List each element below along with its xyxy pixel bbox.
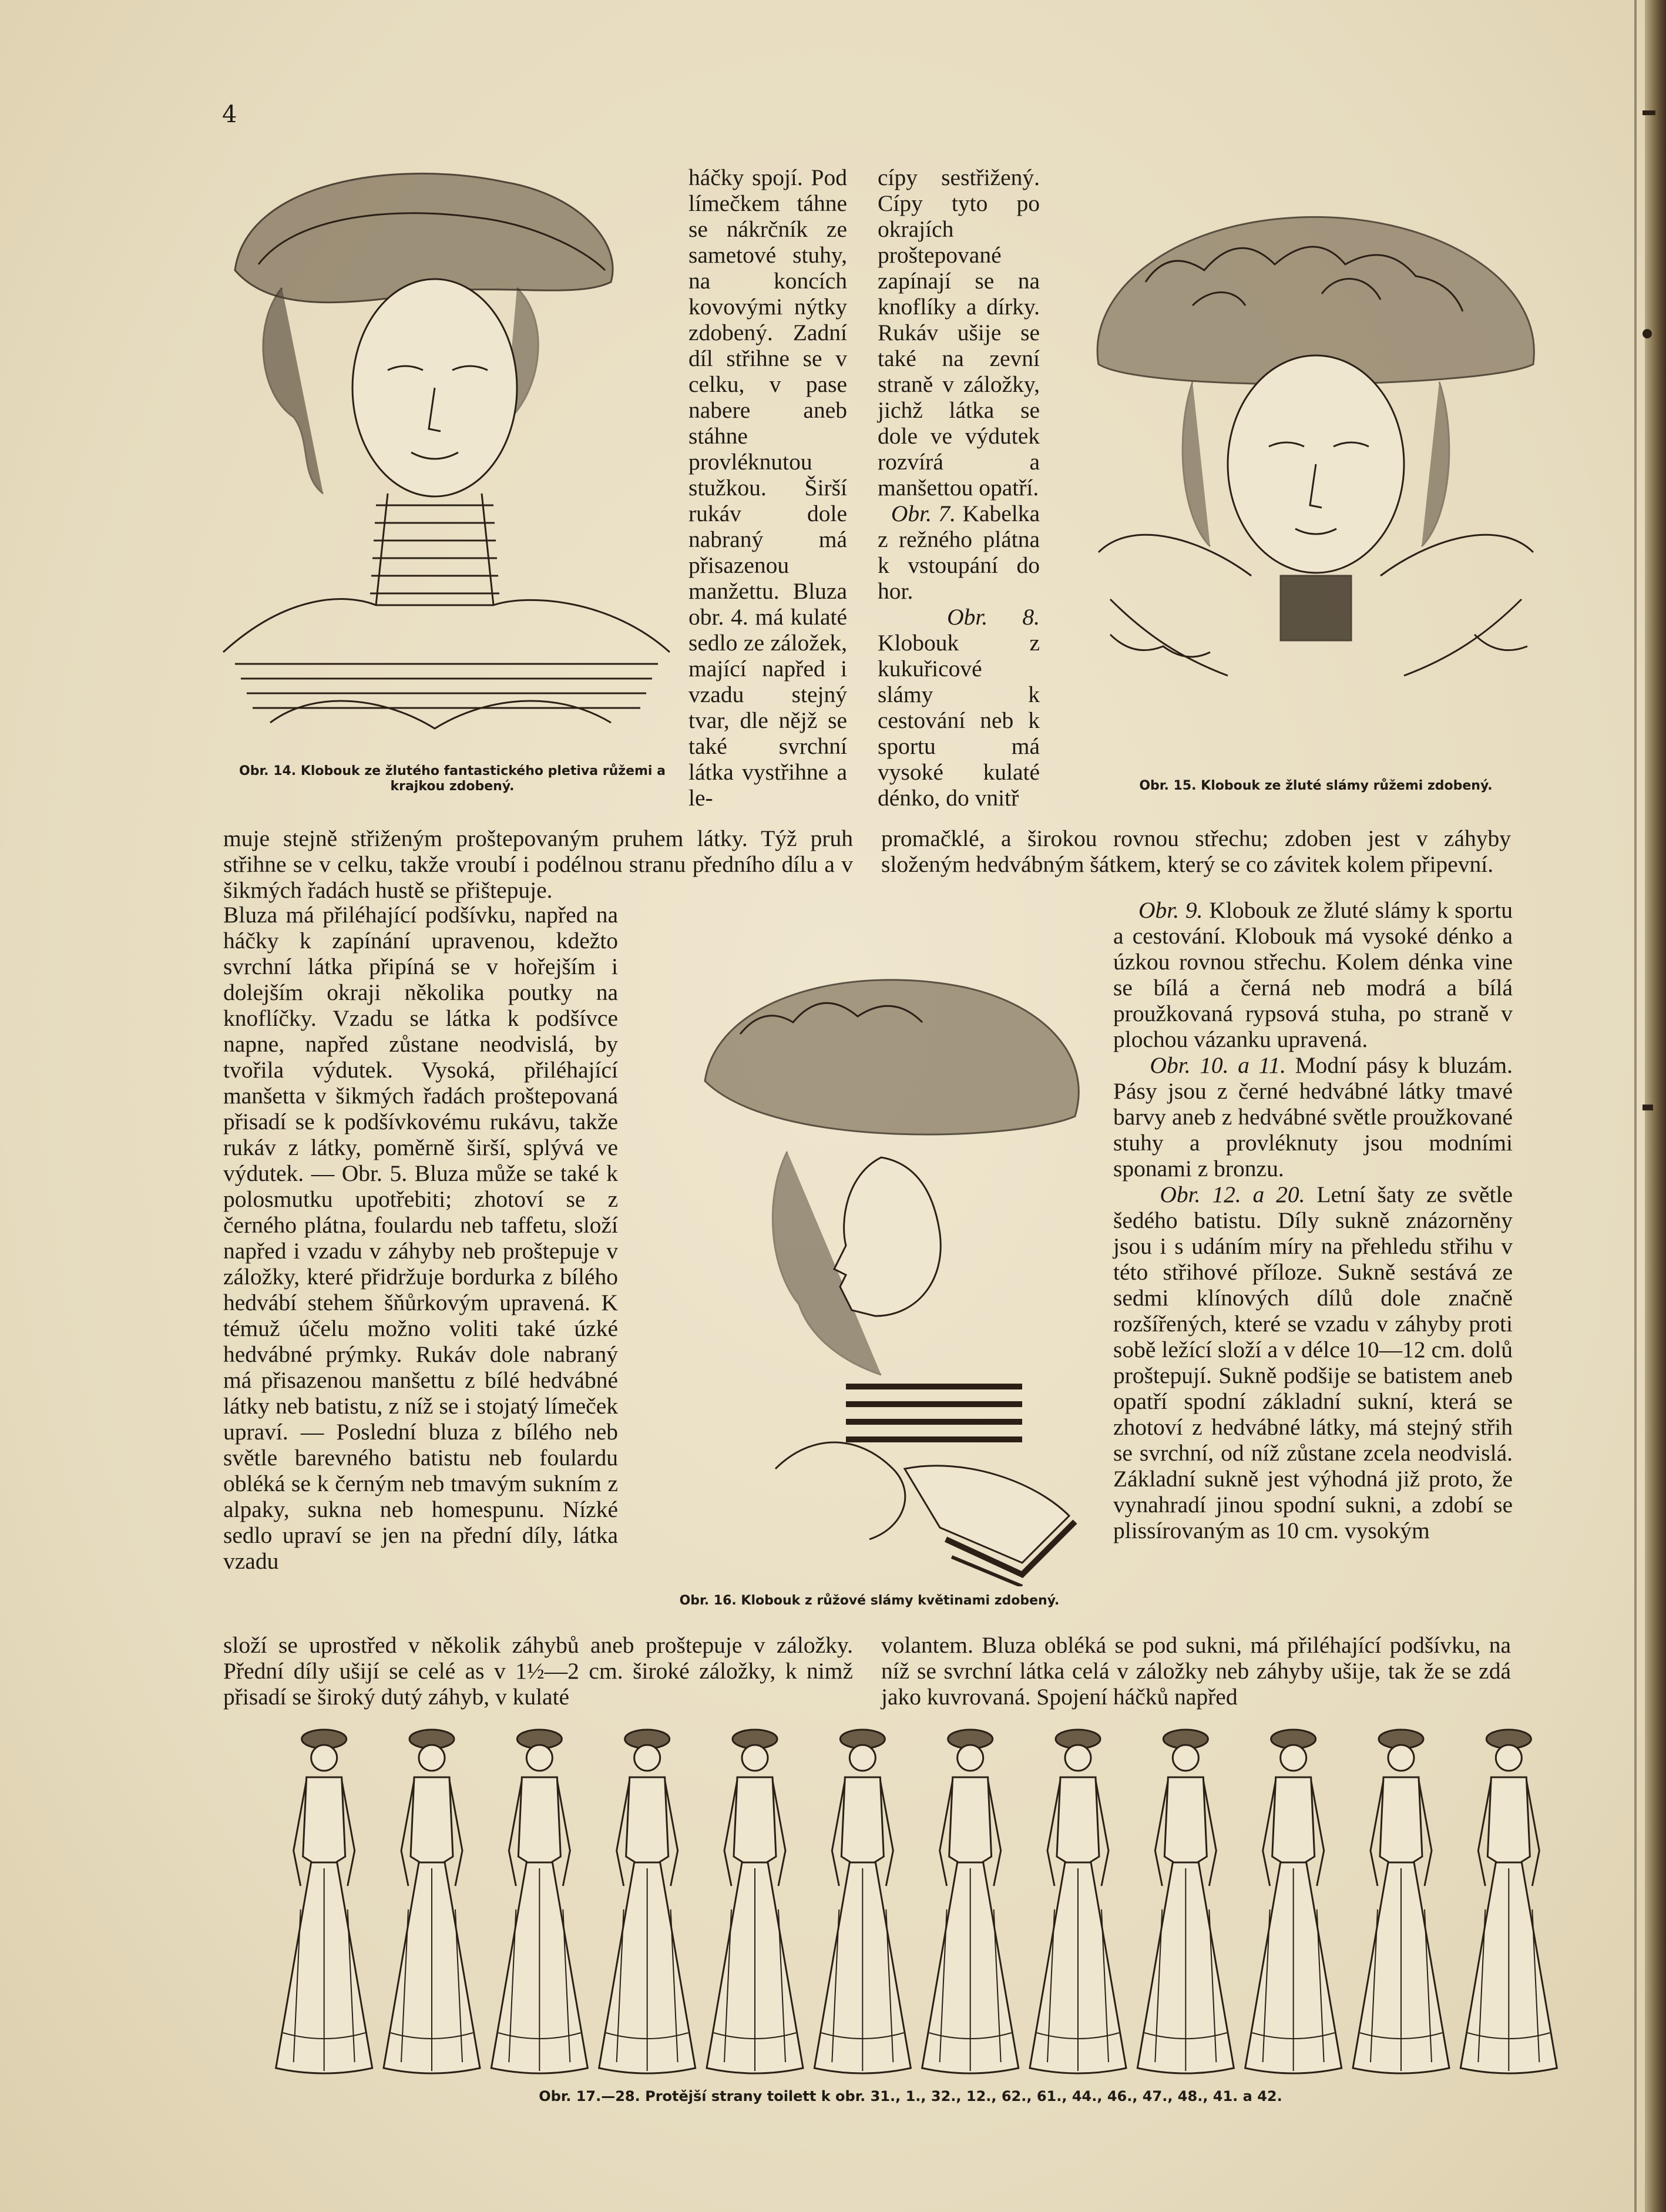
illustration-fig16-woman-profile-hat	[670, 964, 1104, 1586]
text-left-col: Bluza má přiléhající podšívku, napřed na háčky k zapínání upravenou, kdežto svrchní látka připíná se v hořejším i dolejším okraji několika poutky na knoflíčky. Vzadu se látka k podšívce napne, napřed zůstane neodvislá, by tvořila výdutek. Vysoká, přiléhající manšetta v šikmých řadách proštepovaná přisadí se k podšívkovému rukávu, takže rukáv z látky, poměrně širší, splývá ve výdutek. — Obr. 5. Bluza může se také k polosmutku upotřebiti; zhotoví se z černého plátna, foulardu neb taffetu, složí napřed i vzadu v záhyby neb proštepuje v záložky, které přidržuje bordurka z bílého hedvábí stehem šňůrkovým upravená. K témuž účelu možno voliti také úzké hedvábné prýmky. Rukáv dole nabraný má přisazenou manšettu z bílé hedvábné látky neb batistu, z níž se i stojatý límeček upraví. — Poslední bluza z bílého neb světle barevného batistu neb foulardu obléká se k černým neb tmavým sukním z alpaky, sukna neb homespunu. Nízké sedlo upraví se jen na přední díly, látka vzadu	[223, 902, 618, 1574]
obr9-text: Klobouk ze žluté slámy k sportu a cestování. Klobouk má vysoké dénko a úzkou rovnou střechu. Kolem dénka vine se bílá a černá neb modrá a bílá proužkovaná rypsová stuha, po straně v plochou vázanku upravená.	[1113, 897, 1513, 1052]
fig16-drawing	[670, 964, 1104, 1586]
dress-figure	[1460, 1730, 1557, 2073]
margin-mark	[1643, 110, 1655, 115]
dress-figure	[276, 1730, 372, 2073]
dress-figure	[1353, 1730, 1449, 2073]
text-col-right-top	[878, 165, 1040, 811]
margin-mark	[1643, 329, 1652, 338]
page-number: 4	[222, 101, 237, 128]
text-col-mid-top: háčky spojí. Pod límečkem táhne se nákrčník ze sametové stuhy, na koncích kovovými nýtky zdobený. Zadní díl střihne se v celku, v pase nabere aneb stáhne provléknutou stužkou. Širší rukáv dole nabraný má přisazenou manžettu. Bluza obr. 4. má kulaté sedlo ze záložek, mající napřed i vzadu stejný tvar, dle nějž se také svrchní látka vystřihne a le-	[688, 165, 847, 811]
dress-figure	[707, 1730, 803, 2073]
text-col-right-top-a: cípy sestřižený. Cípy tyto po okrajích proštepované zapínají se na knoflíky a dírky. Rukáv ušije se také na zevní straně v záložky, jichž látka se dole ve výdutek rozvírá a manšettou opatří.	[878, 165, 1040, 501]
caption-fig16: Obr. 16. Klobouk z růžové slámy květinami zdobený.	[679, 1593, 1060, 1608]
fig17-28-drawing	[270, 1716, 1563, 2092]
dress-figure	[491, 1730, 587, 2073]
obr7-text: Kabelka z režného plátna k vstoupání do hor.	[878, 501, 1040, 604]
obr8-text: Klobouk z kukuřicové slámy k cestování neb k sportu má vysoké kulaté dénko, do vnitř	[878, 630, 1040, 811]
obr9-label: Obr. 9.	[1138, 897, 1203, 923]
fig14-drawing	[200, 147, 687, 758]
dress-figure	[1030, 1730, 1126, 2073]
page-fold-line	[1634, 0, 1637, 2212]
margin-mark	[1643, 1105, 1653, 1110]
caption-fig17-28: Obr. 17.—28. Protější strany toilett k obr. 31., 1., 32., 12., 62., 61., 44., 46., 47., 48., 41. a 42.	[539, 2088, 1282, 2104]
text-left-full: muje stejně střiženým proštepovaným pruhem látky. Týž pruh střihne se v celku, takže vroubí i podélnou stranu předního dílu a v šikmých řadách hustě se přištepuje.	[223, 825, 853, 903]
caption-fig14: Obr. 14. Klobouk ze žlutého fantastického pletiva růžemi a krajkou zdobený.	[239, 764, 666, 794]
dress-figure	[814, 1730, 911, 2073]
obr7-label: Obr. 7.	[891, 501, 956, 526]
obr8-label: Obr. 8.	[947, 604, 1040, 630]
text-right-bottom: volantem. Bluza obléká se pod sukni, má přiléhající podšívku, na níž se svrchní látka celá v záložky neb záhyby ušije, tak že se zdá jako kuvrovaná. Spojení háčků napřed	[881, 1632, 1511, 1710]
obr12-label: Obr. 12. a 20.	[1160, 1181, 1305, 1207]
dress-figure	[599, 1730, 696, 2073]
obr10-text: Modní pásy k bluzám. Pásy jsou z černé hedvábné látky tmavé barvy aneb z hedvábné světle proužkované stuhy a provléknuty jsou modními sponami z bronzu.	[1113, 1052, 1513, 1181]
caption-fig15: Obr. 15. Klobouk ze žluté slámy růžemi zdobený.	[1139, 778, 1493, 793]
obr12-text: Letní šaty ze světle šedého batistu. Díly sukně znázorněny jsou i s udáním míry na přehledu střihu v této střihové příloze. Sukně sestává ze sedmi klínových dílů dole značně rozšířených, které se vzadu v záhyby proti sobě ležící složí a v délce 10—12 cm. dolů proštepují. Sukně podšije se batistem aneb opatří spodní základní sukní, která se zhotoví z hedvábné látky, má stejný střih se svrchní, od níž zůstane zcela neodvislá. Základní sukně jest výhodná již proto, že vynahradí jinou spodní sukni, a zdobí se plissírovaným as 10 cm. vysokým	[1113, 1181, 1513, 1543]
dress-figure	[1137, 1730, 1234, 2073]
illustration-fig14-woman-hat	[200, 147, 687, 758]
text-right-full: promačklé, a širokou rovnou střechu; zdoben jest v záhyby složeným hedvábným šátkem, který se co závitek kolem připevní.	[881, 825, 1511, 877]
dress-figure	[384, 1730, 480, 2073]
illustration-fig15-woman-hat	[1075, 188, 1557, 752]
dress-figure	[922, 1730, 1019, 2073]
obr10-label: Obr. 10. a 11.	[1150, 1052, 1286, 1078]
text-right-col	[1113, 897, 1513, 1543]
illustration-fig17-28-dress-figures	[270, 1716, 1563, 2092]
fig15-drawing	[1075, 188, 1557, 752]
dress-figure	[1245, 1730, 1342, 2073]
text-left-bottom: složí se uprostřed v několik záhybů aneb proštepuje v záložky. Přední díly ušijí se celé as v 1½—2 cm. široké záložky, k nimž přisadí se široký dutý záhyb, v kulaté	[223, 1632, 853, 1710]
